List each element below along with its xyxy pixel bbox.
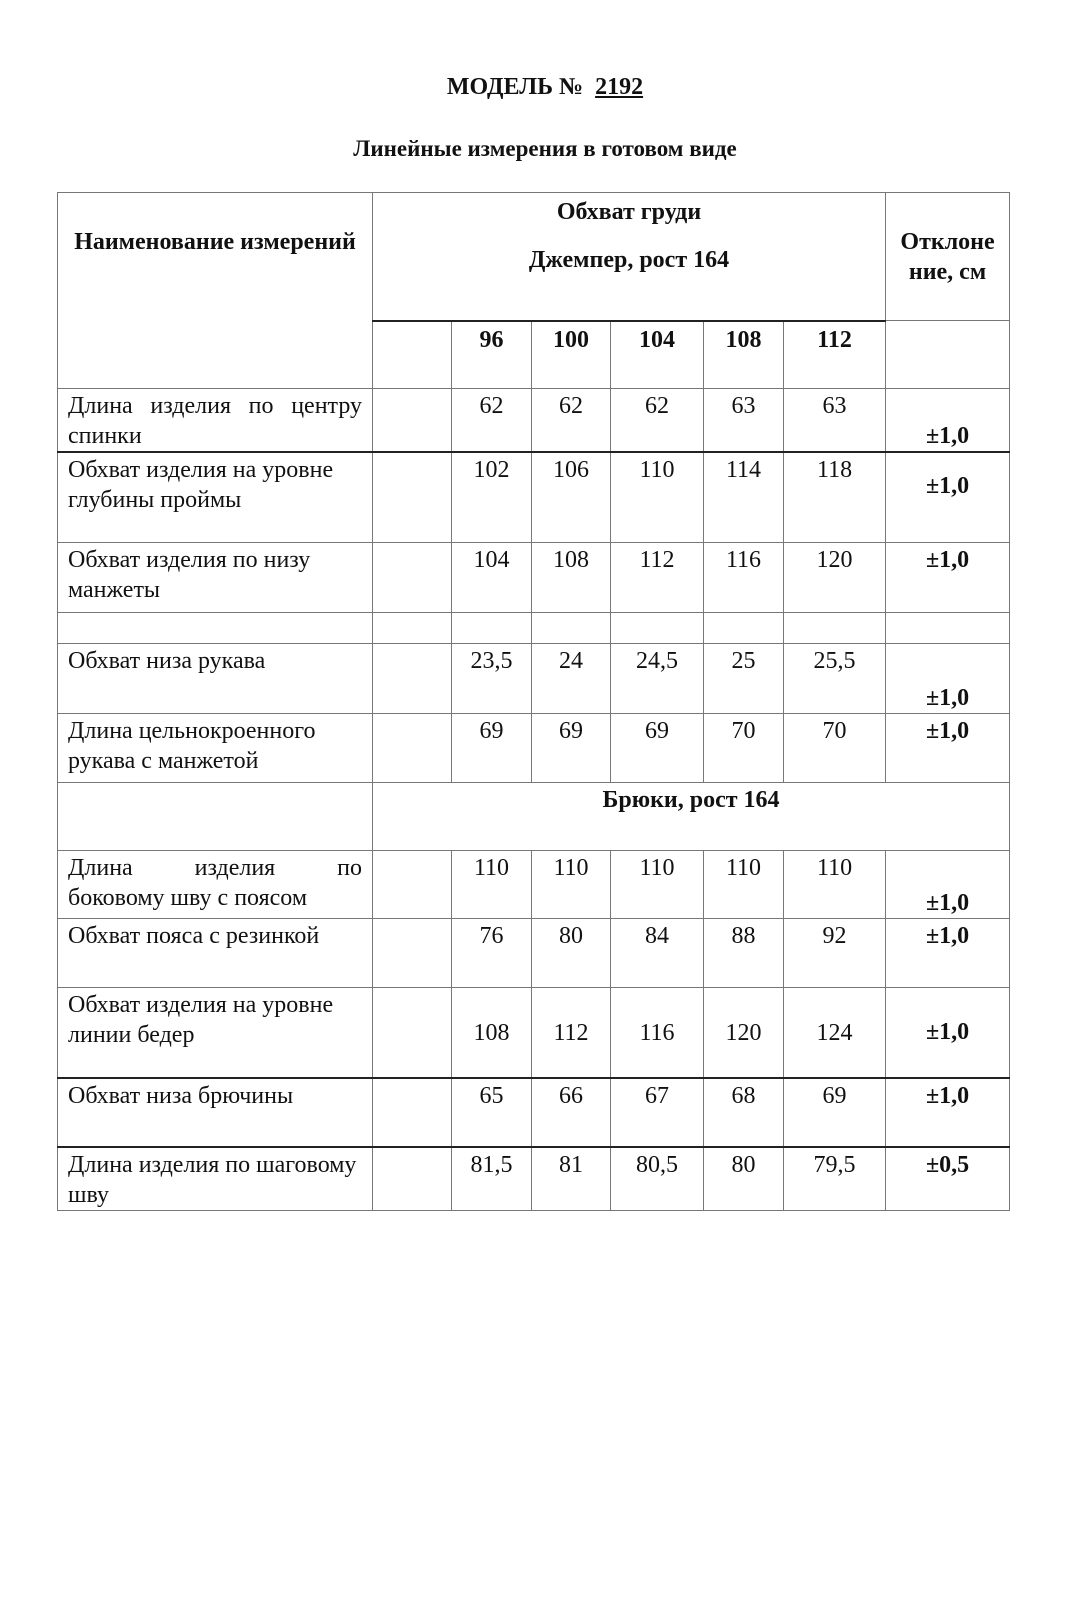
measurement-value: 80 xyxy=(704,1147,784,1211)
table-row xyxy=(58,713,1010,782)
table-row xyxy=(58,452,1010,542)
measurement-value: 102 xyxy=(452,452,532,542)
empty-cell xyxy=(886,612,1010,643)
measurement-value: 81,5 xyxy=(452,1147,532,1211)
measurement-value: 62 xyxy=(611,389,704,453)
deviation-value: ±1,0 xyxy=(886,987,1010,1078)
measurement-value: 62 xyxy=(452,389,532,453)
header-group-title: Обхват груди xyxy=(556,199,702,225)
measurement-value: 116 xyxy=(611,987,704,1078)
size-header: 96 xyxy=(452,321,532,389)
section-row xyxy=(58,782,1010,850)
measurement-name: Длина цельнокроенного рукава с манжетой xyxy=(58,713,373,782)
measurement-value: 70 xyxy=(784,713,886,782)
measurement-value: 65 xyxy=(452,1078,532,1147)
empty-cell xyxy=(373,643,452,713)
deviation-value: ±1,0 xyxy=(886,850,1010,918)
header-deviation-column: Отклоне ние, см xyxy=(886,193,1010,321)
empty-cell xyxy=(373,542,452,612)
measurement-name: Длина изделия по шаговому шву xyxy=(58,1147,373,1211)
header-empty-cell xyxy=(373,321,452,389)
measurement-value: 62 xyxy=(532,389,611,453)
size-header: 112 xyxy=(784,321,886,389)
deviation-value: ±1,0 xyxy=(886,918,1010,987)
name-word: по xyxy=(337,854,362,881)
measurement-value: 112 xyxy=(611,542,704,612)
measurement-value: 112 xyxy=(532,987,611,1078)
measurement-value: 108 xyxy=(452,987,532,1078)
table-row xyxy=(58,850,1010,918)
empty-cell xyxy=(784,612,886,643)
measurement-name: Длина изделия по центру спинки xyxy=(58,389,373,453)
measurement-name: Обхват пояса с резинкой xyxy=(58,918,373,987)
measurement-name: Обхват низа брючины xyxy=(58,1078,373,1147)
page-title xyxy=(0,74,1066,101)
deviation-value: ±1,0 xyxy=(886,389,1010,453)
deviation-value: ±1,0 xyxy=(886,1078,1010,1147)
measurement-name: Обхват изделия по низу манжеты xyxy=(58,542,373,612)
measurement-value: 24 xyxy=(532,643,611,713)
measurement-value: 67 xyxy=(611,1078,704,1147)
name-word: Длина xyxy=(68,854,133,881)
measurement-value: 69 xyxy=(532,713,611,782)
measurement-value: 84 xyxy=(611,918,704,987)
header-name-column: Наименование измерений xyxy=(58,193,373,389)
measurement-value: 108 xyxy=(532,542,611,612)
size-header: 100 xyxy=(532,321,611,389)
table-row xyxy=(58,1078,1010,1147)
model-number: 2192 xyxy=(595,74,644,100)
measurement-value: 110 xyxy=(532,850,611,918)
measurement-value: 106 xyxy=(532,452,611,542)
empty-cell xyxy=(373,389,452,453)
table-row xyxy=(58,389,1010,453)
empty-cell xyxy=(373,850,452,918)
measurement-value: 110 xyxy=(452,850,532,918)
empty-cell xyxy=(373,713,452,782)
measurement-value: 120 xyxy=(704,987,784,1078)
empty-row xyxy=(58,612,1010,643)
size-header: 104 xyxy=(611,321,704,389)
deviation-value: ±1,0 xyxy=(886,452,1010,542)
jumper-section-title: Джемпер, рост 164 xyxy=(528,247,730,273)
measurement-name xyxy=(58,850,373,918)
measurement-value: 81 xyxy=(532,1147,611,1211)
empty-cell xyxy=(373,987,452,1078)
deviation-value: ±1,0 xyxy=(886,643,1010,713)
empty-cell xyxy=(452,612,532,643)
empty-cell xyxy=(373,918,452,987)
measurement-value: 69 xyxy=(611,713,704,782)
table-row xyxy=(58,643,1010,713)
empty-cell xyxy=(373,1147,452,1211)
measurement-value: 69 xyxy=(784,1078,886,1147)
measurement-value: 66 xyxy=(532,1078,611,1147)
empty-cell xyxy=(532,612,611,643)
measurement-value: 68 xyxy=(704,1078,784,1147)
measurement-name-line1 xyxy=(68,853,362,883)
empty-cell xyxy=(373,452,452,542)
measurement-value: 116 xyxy=(704,542,784,612)
measurement-value: 25,5 xyxy=(784,643,886,713)
trousers-section-title: Брюки, рост 164 xyxy=(373,782,1010,850)
measurement-name: Обхват изделия на уровне глубины проймы xyxy=(58,452,373,542)
measurement-value: 24,5 xyxy=(611,643,704,713)
empty-cell xyxy=(373,612,452,643)
measurement-value: 124 xyxy=(784,987,886,1078)
measurement-value: 118 xyxy=(784,452,886,542)
measurement-value: 63 xyxy=(704,389,784,453)
header-empty-cell xyxy=(886,321,1010,389)
measurement-value: 92 xyxy=(784,918,886,987)
empty-cell xyxy=(373,1078,452,1147)
header-group xyxy=(373,193,886,321)
empty-cell xyxy=(704,612,784,643)
measurement-value: 25 xyxy=(704,643,784,713)
measurement-value: 63 xyxy=(784,389,886,453)
measurement-value: 110 xyxy=(704,850,784,918)
page-subtitle: Линейные измерения в готовом виде xyxy=(353,136,737,161)
size-header: 108 xyxy=(704,321,784,389)
table-row xyxy=(58,1147,1010,1211)
measurement-value: 110 xyxy=(784,850,886,918)
measurement-value: 88 xyxy=(704,918,784,987)
measurement-name-line2: боковому шву с поясом xyxy=(68,884,308,911)
empty-cell xyxy=(58,612,373,643)
measurements-table xyxy=(57,192,1010,1211)
measurement-value: 76 xyxy=(452,918,532,987)
measurement-value: 110 xyxy=(611,452,704,542)
empty-cell xyxy=(611,612,704,643)
table-row xyxy=(58,987,1010,1078)
measurement-name: Обхват низа рукава xyxy=(58,643,373,713)
measurement-value: 114 xyxy=(704,452,784,542)
measurement-value: 110 xyxy=(611,850,704,918)
measurement-name: Обхват изделия на уровне линии бедер xyxy=(58,987,373,1078)
measurement-value: 120 xyxy=(784,542,886,612)
measurement-value: 70 xyxy=(704,713,784,782)
table-row xyxy=(58,542,1010,612)
empty-cell xyxy=(58,782,373,850)
measurement-value: 23,5 xyxy=(452,643,532,713)
measurement-value: 80,5 xyxy=(611,1147,704,1211)
title-prefix: МОДЕЛЬ № xyxy=(446,74,584,100)
deviation-value: ±1,0 xyxy=(886,713,1010,782)
name-word: изделия xyxy=(194,854,276,881)
table-row xyxy=(58,918,1010,987)
measurement-value: 80 xyxy=(532,918,611,987)
deviation-value: ±0,5 xyxy=(886,1147,1010,1211)
measurement-value: 69 xyxy=(452,713,532,782)
measurement-value: 79,5 xyxy=(784,1147,886,1211)
deviation-value: ±1,0 xyxy=(886,542,1010,612)
measurement-value: 104 xyxy=(452,542,532,612)
